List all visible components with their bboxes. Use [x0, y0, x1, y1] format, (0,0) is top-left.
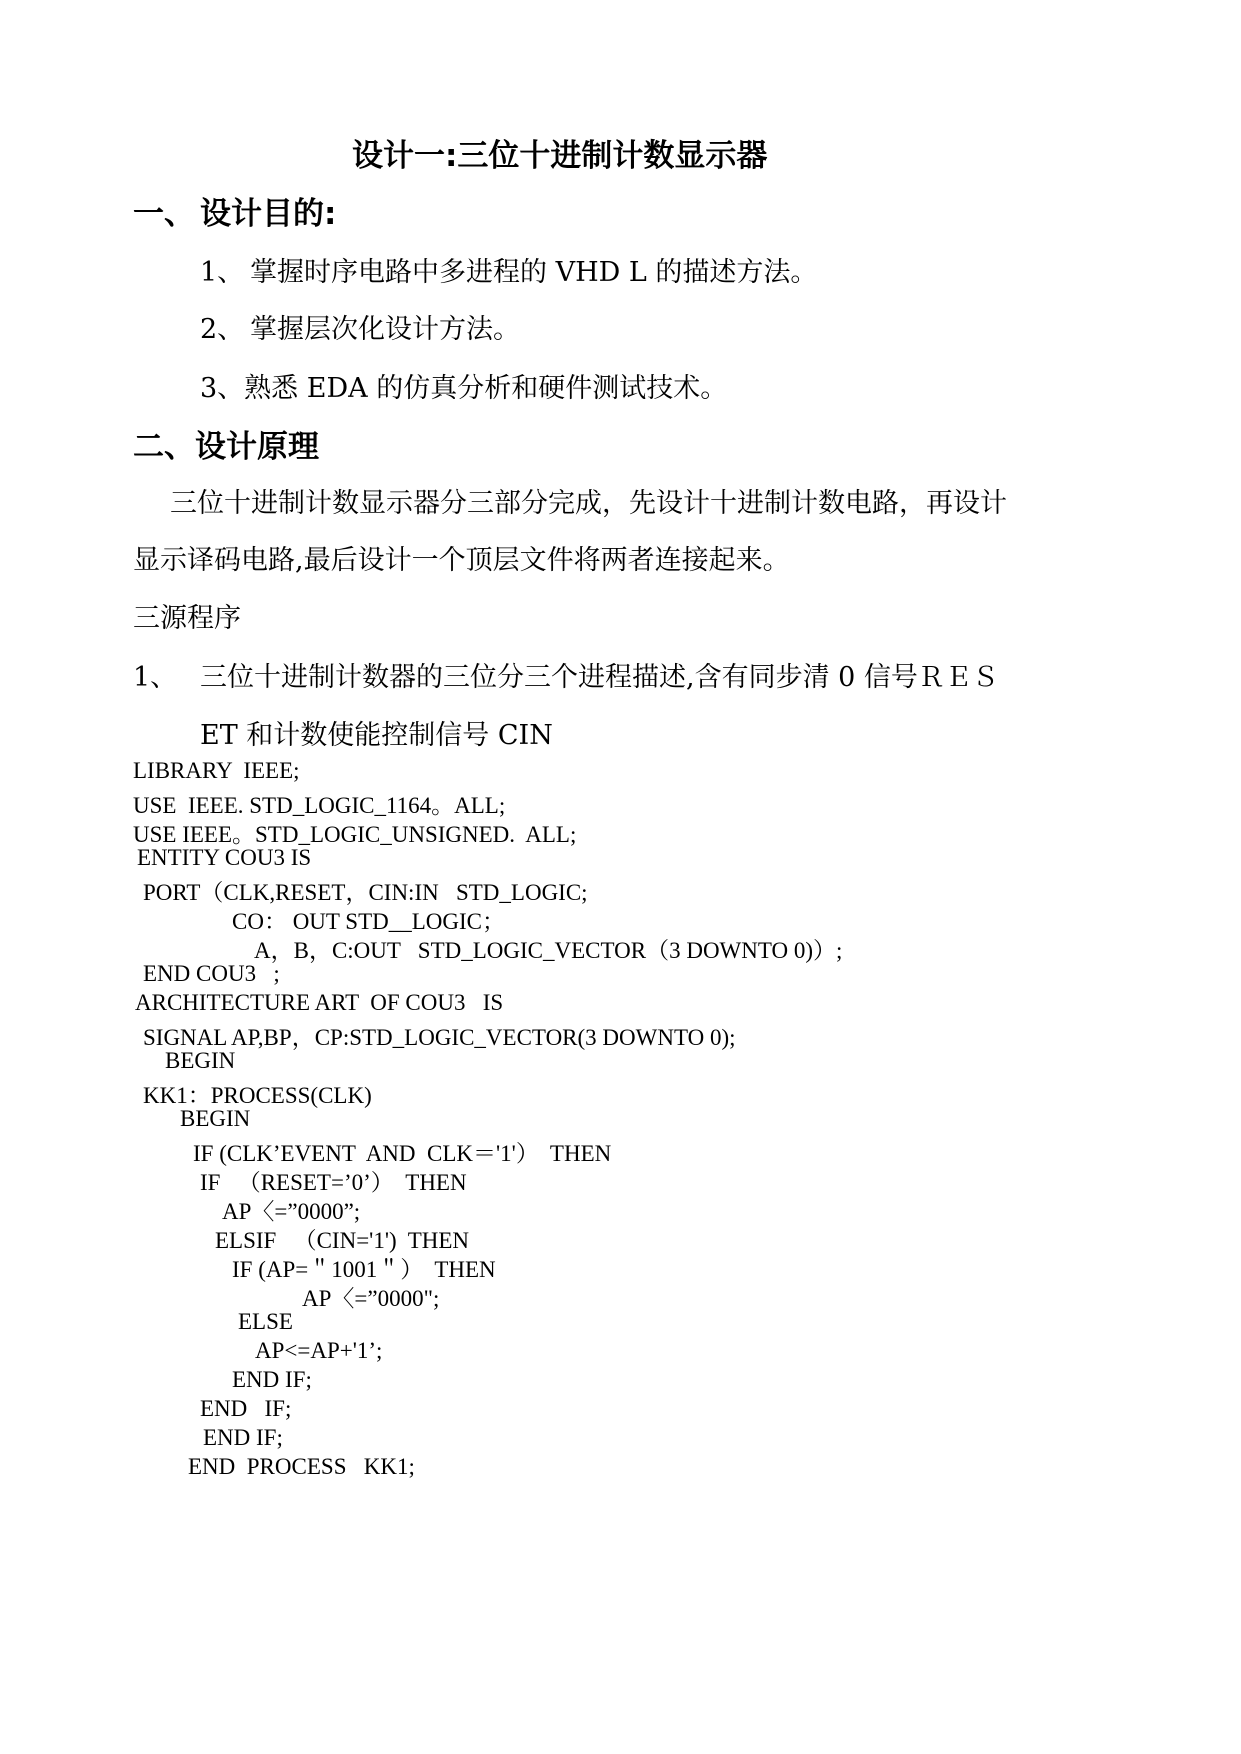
code-line: ENTITY COU3 IS	[137, 845, 312, 870]
code-line: BEGIN	[180, 1106, 251, 1131]
code-line: END IF;	[203, 1425, 283, 1450]
code-line: END IF;	[232, 1367, 312, 1392]
objective-3-text: 3、熟悉 EDA 的仿真分析和硬件测试技术。	[200, 373, 728, 404]
objective-2-number: 2、	[200, 314, 245, 345]
section1-heading-number: 一、	[133, 196, 195, 232]
section2-heading: 二、设计原理	[133, 429, 319, 465]
code-line: CO： OUT STD__LOGIC；	[232, 909, 506, 934]
code-line: BEGIN	[165, 1048, 236, 1073]
code-line: SIGNAL AP,BP，CP:STD_LOGIC_VECTOR(3 DOWNTO 0);	[143, 1025, 736, 1050]
source-item-number: 1、	[133, 662, 178, 693]
principle-paragraph-line-2: 显示译码电路,最后设计一个顶层文件将两者连接起来。	[133, 545, 790, 576]
code-line: USE IEEE。STD_LOGIC_UNSIGNED. ALL;	[133, 822, 577, 847]
code-line: IF (AP=＂1001＂） THEN	[232, 1257, 496, 1282]
code-line: KK1：PROCESS(CLK)	[143, 1083, 372, 1108]
code-line: AP〈=”0000”;	[222, 1199, 361, 1224]
code-line: AP<=AP+'1’;	[255, 1338, 383, 1363]
code-line: PORT（CLK,RESET，CIN:IN STD_LOGIC;	[143, 880, 588, 905]
objective-2-text: 掌握层次化设计方法。	[250, 314, 520, 345]
code-line: USE IEEE. STD_LOGIC_1164。ALL;	[133, 793, 506, 818]
objective-1-number: 1、	[200, 257, 245, 288]
code-line: IF (CLK’EVENT AND CLK＝'1'） THEN	[193, 1141, 612, 1166]
code-line: A，B，C:OUT STD_LOGIC_VECTOR（3 DOWNTO 0)）;	[254, 938, 843, 963]
code-line: ELSE	[238, 1309, 293, 1334]
code-line: END IF;	[200, 1396, 292, 1421]
code-line: ARCHITECTURE ART OF COU3 IS	[135, 990, 504, 1015]
section1-heading: 设计目的:	[200, 196, 337, 232]
principle-paragraph-line-1: 三位十进制计数显示器分三部分完成，先设计十进制计数电路，再设计	[170, 488, 1007, 519]
source-item-line-2: ET 和计数使能控制信号 CIN	[200, 720, 553, 751]
objective-1-text: 掌握时序电路中多进程的 VHD L 的描述方法。	[250, 257, 818, 288]
code-line: END PROCESS KK1;	[188, 1454, 415, 1479]
section3-heading: 三源程序	[133, 603, 241, 634]
code-line: END COU3 ;	[143, 961, 280, 986]
code-line: IF （RESET=’0’） THEN	[200, 1170, 467, 1195]
code-line: ELSIF （CIN='1') THEN	[215, 1228, 470, 1253]
code-line: LIBRARY IEEE;	[133, 758, 300, 783]
code-line: AP〈=”0000";	[302, 1286, 440, 1311]
source-item-line-1: 三位十进制计数器的三位分三个进程描述,含有同步清 0 信号ＲＥＳ	[200, 662, 999, 693]
document-title: 设计一:三位十进制计数显示器	[352, 138, 768, 174]
